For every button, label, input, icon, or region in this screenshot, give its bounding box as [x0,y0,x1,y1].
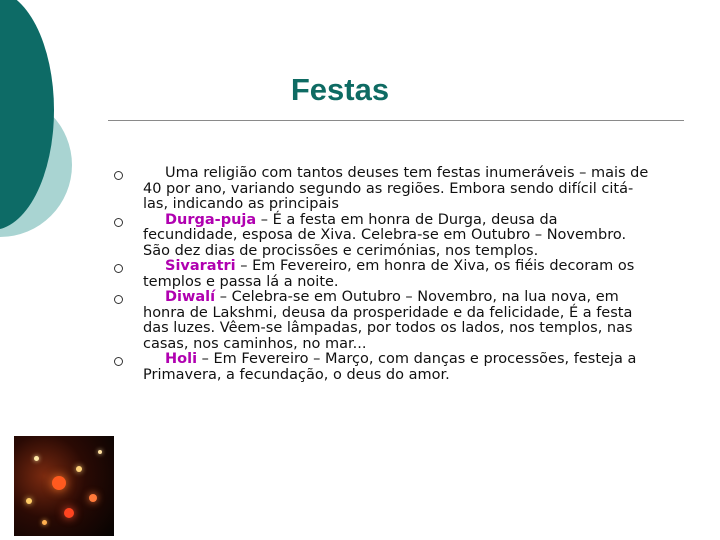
bullet-circle-icon [114,171,123,180]
list-item [114,352,654,383]
slide-title: Festas [290,72,390,107]
item-text: – É a festa em honra de Durga, deusa da fecundidade, esposa de Xiva. Celebra-se em Outubro – Novembro. São dez dias de procissões e cerimónias, nos templos. [143,211,627,259]
title-divider [108,120,684,121]
item-keyword: Holi [165,351,198,367]
list-item [114,166,654,213]
item-text: – Celebra-se em Outubro – Novembro, na lua nova, em honra de Lakshmi, deusa da prosperidade e da felicidade, É a festa das luzes. Vêem-se lâmpadas, por todos os lados, nos templos, nas casas, nos caminhos, no mar... [143,289,633,352]
item-text: – Em Fevereiro – Março, com danças e processões, festeja a Primavera, a fecundação, o deus do amor. [143,351,637,383]
bullet-circle-icon [114,295,123,304]
item-text: – Em Fevereiro, em honra de Xiva, os fiéis decoram os templos e passa lá a noite. [143,258,635,290]
item-keyword: Sivaratri [165,258,236,274]
list-item [114,290,654,352]
bullet-circle-icon [114,264,123,273]
bullet-circle-icon [114,357,123,366]
item-keyword: Diwalí [165,289,216,305]
list-item [114,213,654,260]
list-item [114,259,654,290]
festival-lights-photo [14,436,114,536]
item-text: Uma religião com tantos deuses tem festas inumeráveis – mais de 40 por ano, variando segundo as regiões. Embora sendo difícil citá-las, indicando as principais [143,165,649,212]
item-keyword: Durga-puja [165,211,257,228]
bullet-circle-icon [114,218,123,227]
bullet-list [114,166,654,383]
